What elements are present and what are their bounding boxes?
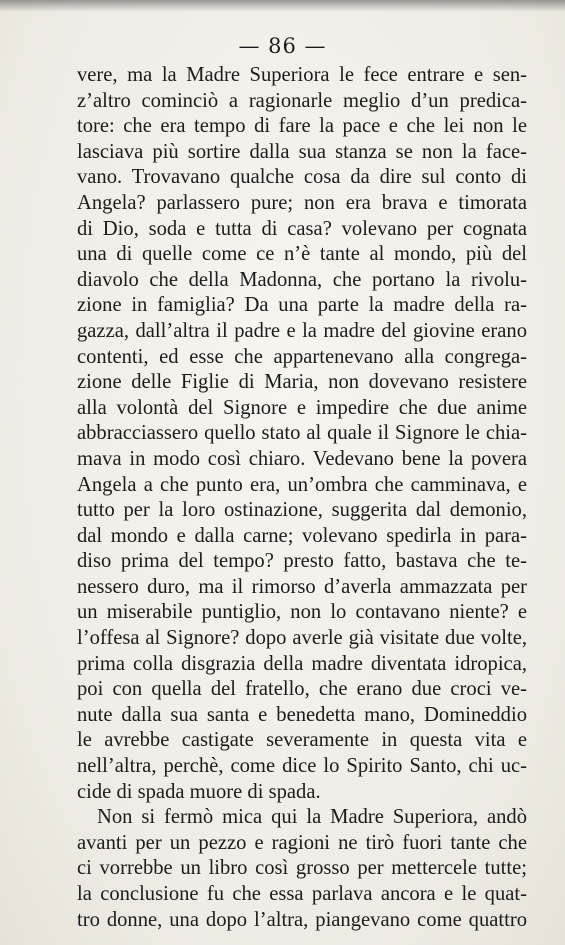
- text-line: Angela a che punto era, un’ombra che camminava, e: [77, 473, 527, 496]
- text-line: zione delle Figlie di Maria, non dovevano resistere: [77, 371, 527, 394]
- text-line: mava in modo così chiaro. Vedevano bene la povera: [77, 447, 527, 470]
- text-line: un miserabile puntiglio, non lo contavano niente? e: [77, 601, 527, 624]
- text-line: nessero duro, ma il rimorso d’averla ammazzata per: [77, 575, 527, 598]
- text-line: poi con quella del fratello, che erano due croci ve-: [77, 678, 527, 701]
- text-line: gazza, dall’altra il padre e la madre del giovine erano: [77, 319, 527, 342]
- text-line: diso prima del tempo? presto fatto, bastava che te-: [77, 550, 527, 573]
- paragraph: [77, 63, 527, 805]
- text-line: di Dio, soda e tutta di casa? volevano per cognata: [77, 217, 527, 240]
- text-line: la conclusione fu che essa parlava ancora e le quat-: [77, 883, 527, 905]
- text-line: contenti, ed esse che appartenevano alla congrega-: [77, 345, 527, 368]
- page-number: — 86 —: [238, 34, 327, 58]
- body-text: [77, 63, 527, 933]
- text-line: diavolo che della Madonna, che portano la rivolu-: [77, 268, 527, 291]
- text-line: tro donne, una dopo l’altra, piangevano come quattro: [77, 908, 527, 931]
- text-line: vano. Trovavano qualche cosa da dire sul conto di: [77, 166, 527, 189]
- text-line: le avrebbe castigate severamente in questa vita e: [77, 729, 527, 752]
- text-line: nute dalla sua santa e benedetta mano, Domineddio: [77, 703, 527, 726]
- text-line: tutto per la loro ostinazione, suggerita dal demonio,: [77, 499, 527, 522]
- text-line: Non si fermò mica qui la Madre Superiora, andò: [97, 806, 527, 829]
- text-line: l’offesa al Signore? dopo averle già visitate due volte,: [77, 627, 527, 650]
- text-line: ci vorrebbe un libro così grosso per mettercele tutte;: [77, 857, 527, 880]
- text-line: avanti per un pezzo e ragioni ne tirò fuori tante che: [77, 831, 527, 854]
- text-line: Angela? parlassero pure; non era brava e timorata: [77, 191, 527, 214]
- page-top-shadow: [0, 0, 565, 12]
- text-line: una di quelle come ce n’è tante al mondo, più del: [77, 243, 527, 266]
- text-line: alla volontà del Signore e impedire che due anime: [77, 396, 527, 419]
- text-line: cide di spada muore di spada.: [77, 780, 321, 803]
- text-line: nell’altra, perchè, come dice lo Spirito Santo, chi uc-: [77, 755, 527, 778]
- text-line: zione in famiglia? Da una parte la madre della ra-: [77, 294, 527, 317]
- text-line: z’altro cominciò a ragionarle meglio d’un predica-: [77, 89, 527, 112]
- text-line: prima colla disgrazia della madre diventata idropica,: [77, 652, 527, 675]
- text-line: vere, ma la Madre Superiora le fece entrare e sen-: [77, 64, 527, 86]
- paragraph: [77, 805, 527, 933]
- text-line: lasciava più sortire dalla sua stanza se non la face-: [77, 140, 527, 163]
- text-line: abbracciassero quello stato al quale il Signore le chia-: [77, 422, 527, 445]
- text-line: dal mondo e dalla carne; volevano spedirla in para-: [77, 524, 527, 547]
- text-line: tore: che era tempo di fare la pace e che lei non le: [77, 115, 527, 138]
